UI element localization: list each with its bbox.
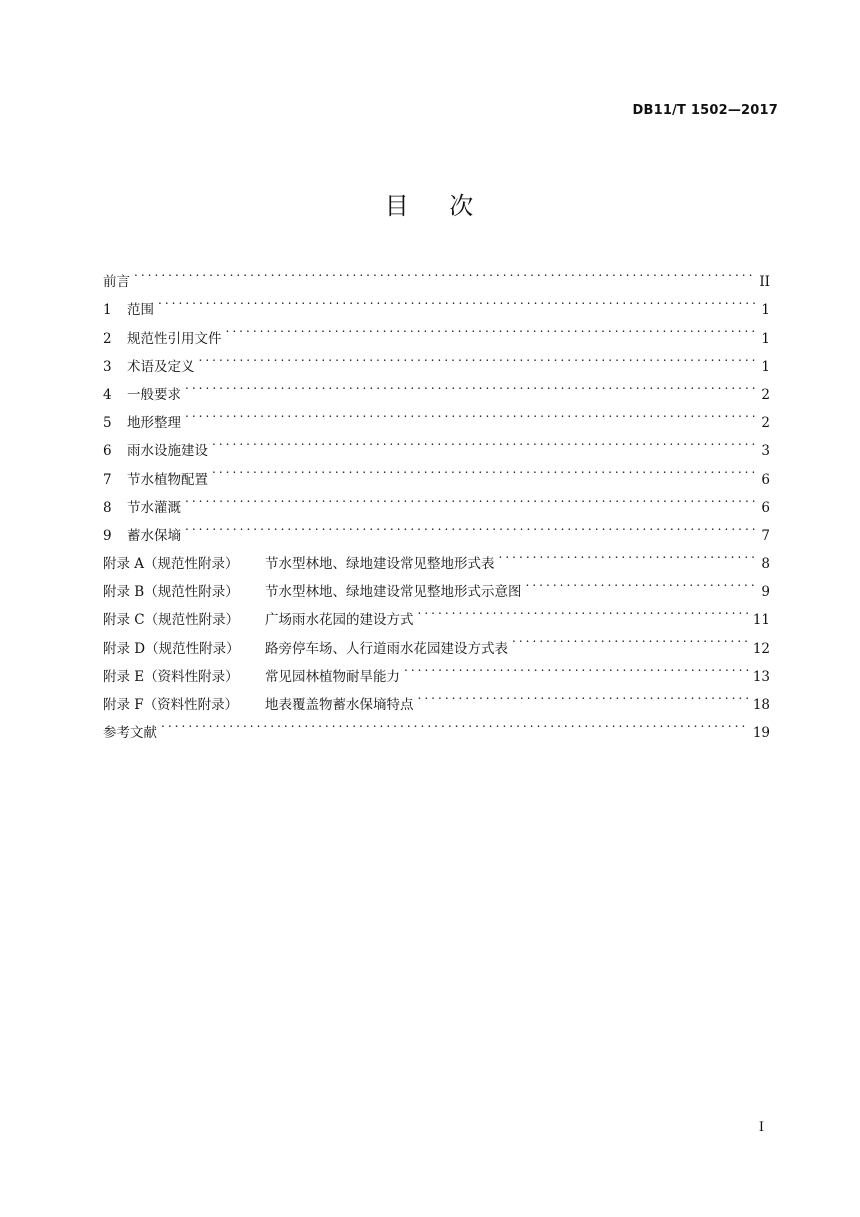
- toc-entry[interactable]: [103, 484, 770, 516]
- toc-entry-appendix-prefix: 附录 A（规范性附录）: [103, 556, 239, 573]
- toc-entry-number: 4: [103, 386, 112, 403]
- toc-entry-leader-dots: [418, 681, 749, 709]
- toc-entry-leader-dots: [512, 624, 749, 652]
- toc-entry-leader-dots: [404, 653, 749, 681]
- toc-entry-leader-dots: [212, 427, 756, 455]
- toc-entry-page: 2: [761, 415, 770, 432]
- toc-entry-label: 范围: [127, 302, 154, 319]
- toc-entry-appendix-prefix: 附录 B（规范性附录）: [103, 584, 239, 601]
- toc-entry-page: 7: [761, 527, 770, 544]
- toc-entry-page: 8: [761, 556, 770, 573]
- toc-entry-page: 6: [761, 499, 770, 516]
- toc-entry-label: 节水植物配置: [127, 471, 208, 488]
- toc-entry-page: 2: [761, 386, 770, 403]
- toc-entry-page: 1: [761, 330, 770, 347]
- toc-entry[interactable]: [103, 371, 770, 403]
- toc-entry-leader-dots: [158, 286, 756, 314]
- toc-entry-label: 广场雨水花园的建设方式: [265, 612, 414, 629]
- toc-entry-appendix-prefix: 附录 C（规范性附录）: [103, 612, 240, 629]
- toc-entry-label: 常见园林植物耐旱能力: [265, 668, 400, 685]
- toc-entry-number: 7: [103, 471, 112, 488]
- toc-title: 目 次: [384, 192, 476, 220]
- page-number: I: [758, 1120, 764, 1135]
- toc-entry-leader-dots: [134, 258, 755, 286]
- toc-entry-leader-dots: [199, 343, 757, 371]
- toc-entry-appendix-prefix: 附录 E（资料性附录）: [103, 668, 239, 685]
- toc-entry[interactable]: [103, 427, 770, 460]
- toc-entry-label: 节水灌溉: [127, 499, 181, 516]
- toc-entry-page: 13: [752, 668, 770, 685]
- toc-entry-leader-dots: [226, 314, 757, 342]
- toc-entry-page: 18: [752, 697, 770, 713]
- toc-entry-number: 2: [103, 330, 112, 347]
- toc-entry-leader-dots: [499, 540, 757, 568]
- toc-entry-page: 9: [761, 584, 770, 601]
- toc-entry[interactable]: [103, 286, 770, 319]
- toc-entry-leader-dots: [185, 371, 756, 399]
- toc-entry-number: 6: [103, 443, 112, 460]
- toc-entry-label: 参考文献: [103, 725, 157, 742]
- toc-entry-page: 1: [761, 358, 770, 375]
- toc-entry[interactable]: [103, 399, 770, 432]
- toc-entry-label: 节水型林地、绿地建设常见整地形式表: [265, 556, 495, 573]
- toc-entry[interactable]: [103, 512, 770, 544]
- table-of-contents: [103, 258, 770, 742]
- toc-entry-page: 3: [761, 443, 770, 460]
- toc-entry-label: 术语及定义: [127, 358, 195, 375]
- toc-entry-leader-dots: [161, 709, 749, 737]
- toc-entry-label: 一般要求: [127, 386, 181, 403]
- toc-entry-label: 蓄水保墒: [127, 527, 181, 544]
- toc-entry-page: II: [759, 274, 770, 291]
- toc-entry-label: 路旁停车场、人行道雨水花园建设方式表: [265, 640, 508, 657]
- toc-entry-label: 雨水设施建设: [127, 443, 208, 460]
- toc-entry-label: 前言: [103, 274, 130, 291]
- toc-entry-leader-dots: [185, 399, 756, 427]
- toc-entry-appendix-prefix: 附录 F（资料性附录）: [103, 697, 239, 713]
- toc-entry[interactable]: [103, 343, 770, 375]
- toc-entry-appendix-prefix: 附录 D（规范性附录）: [103, 640, 240, 657]
- toc-entry-number: 5: [103, 415, 112, 432]
- toc-entry-number: 1: [103, 302, 112, 319]
- toc-entry-leader-dots: [185, 512, 756, 540]
- toc-entry-leader-dots: [212, 455, 756, 483]
- document-code: DB11/T 1502—2017: [632, 103, 778, 118]
- toc-entry-page: 19: [752, 725, 770, 742]
- toc-entry-leader-dots: [418, 596, 749, 624]
- toc-entry-leader-dots: [526, 568, 757, 596]
- toc-entry-page: 1: [761, 302, 770, 319]
- toc-entry-number: 3: [103, 358, 112, 375]
- toc-entry[interactable]: [103, 258, 770, 291]
- toc-entry-label: 地形整理: [127, 415, 181, 432]
- toc-entry-label: 规范性引用文件: [127, 330, 222, 347]
- toc-entry-page: 12: [752, 640, 770, 657]
- toc-entry-number: 9: [103, 527, 112, 544]
- toc-entry-page: 11: [752, 612, 770, 629]
- toc-entry[interactable]: [103, 709, 770, 742]
- toc-entry[interactable]: [103, 314, 770, 347]
- toc-entry[interactable]: [103, 540, 770, 573]
- toc-entry-label: 节水型林地、绿地建设常见整地形式示意图: [265, 584, 522, 601]
- toc-entry-number: 8: [103, 499, 112, 516]
- toc-entry-label: 地表覆盖物蓄水保墒特点: [265, 697, 414, 713]
- toc-entry-leader-dots: [185, 484, 756, 512]
- toc-entry-page: 6: [761, 471, 770, 488]
